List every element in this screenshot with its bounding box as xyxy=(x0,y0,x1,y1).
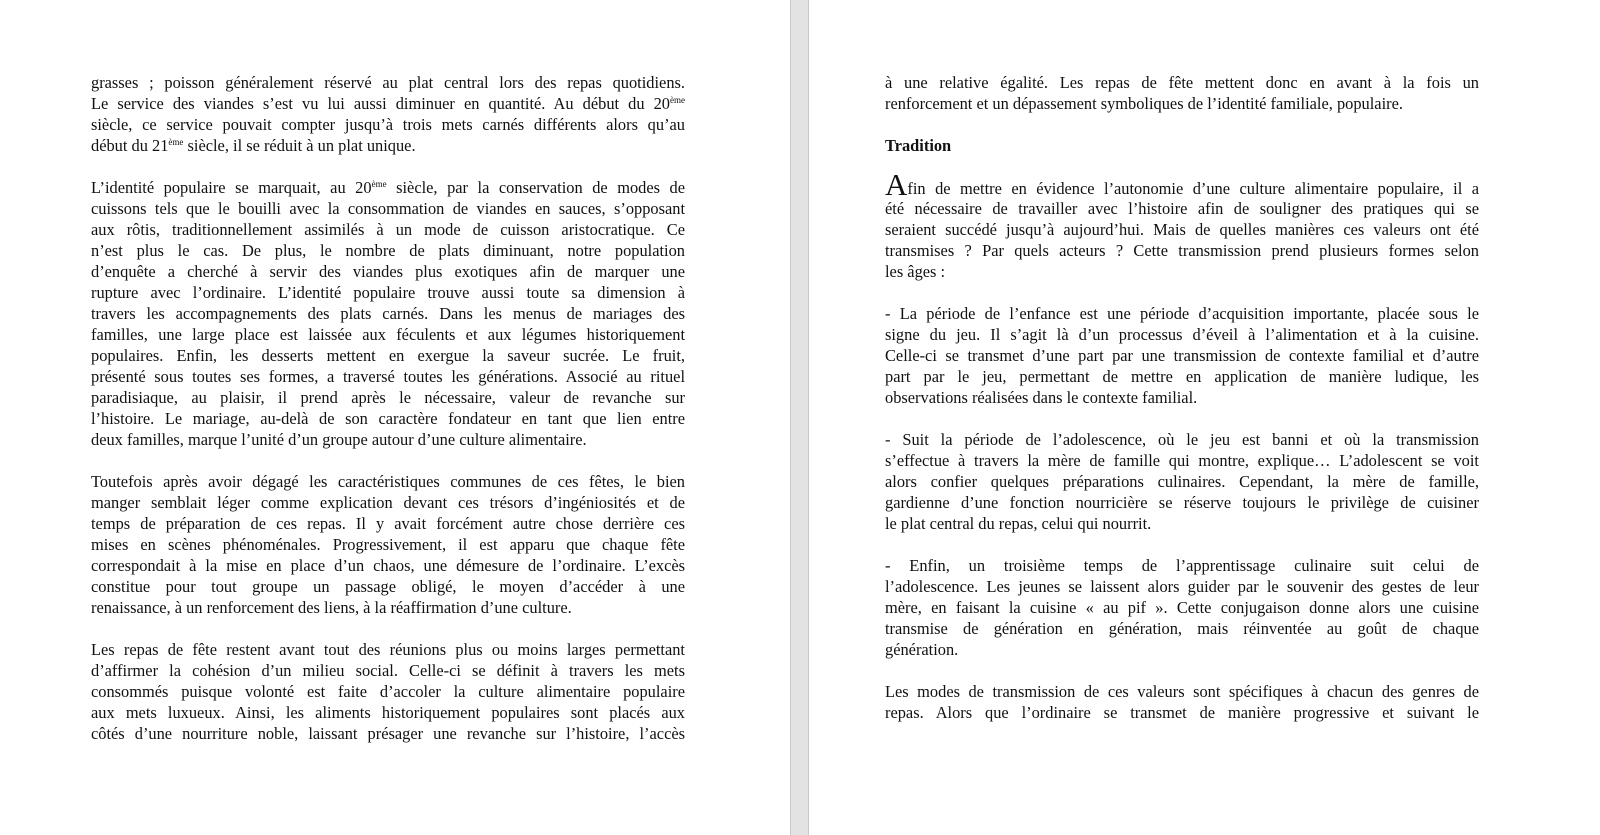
paragraph xyxy=(91,177,685,450)
text-segment: Le service des viandes s’est vu lui aussi diminuer en quantité. Au début du 20 xyxy=(91,94,670,113)
text-line: siècle, ce service pouvait compter jusqu’à trois mets carnés différents alors qu’au xyxy=(91,115,685,134)
text-line: Celle-ci se transmet d’une part par une transmission de contexte familial et d’autre xyxy=(885,346,1479,365)
text-line: mère, en faisant la cuisine « au pif ». Cette conjugaison donne alors une cuisine xyxy=(885,598,1479,617)
text-line: consommés puisque volonté est faite d’accoler la culture alimentaire populaire xyxy=(91,682,685,701)
text-line: correspondait à la mise en place d’un chaos, une démesure de l’ordinaire. L’excès xyxy=(91,556,685,575)
text-line: temps de préparation de ces repas. Il y avait forcément autre chose derrière ces xyxy=(91,514,685,533)
text-line: - Enfin, un troisième temps de l’apprentissage culinaire suit celui de xyxy=(885,556,1479,575)
page-separator xyxy=(790,0,809,835)
text-line: aux mets luxueux. Ainsi, les aliments historiquement populaires sont placés aux xyxy=(91,703,685,722)
paragraph xyxy=(885,72,1479,114)
list-paragraph xyxy=(885,303,1479,408)
list-paragraph xyxy=(885,429,1479,534)
text-line: rupture avec l’ordinaire. L’identité populaire trouve aussi toute sa dimension à xyxy=(91,283,685,302)
text-line: transmises ? Par quels acteurs ? Cette transmission prend plusieurs formes selon xyxy=(885,241,1479,260)
paragraph xyxy=(91,471,685,618)
text-line: Les repas de fête restent avant tout des réunions plus ou moins larges permettant xyxy=(91,640,685,659)
text-line: part par le jeu, permettant de mettre en application de manière ludique, les xyxy=(885,367,1479,386)
text-line: - La période de l’enfance est une période d’acquisition importante, placée sous le xyxy=(885,304,1479,323)
text-line: repas. Alors que l’ordinaire se transmet de manière progressive et suivant le xyxy=(885,703,1479,722)
text-line: signe du jeu. Il s’agit là d’un processus d’éveil à l’alimentation et à la cuisine. xyxy=(885,325,1479,344)
text-line: familles, une large place est laissée aux féculents et aux légumes historiquement xyxy=(91,325,685,344)
text-line: grasses ; poisson généralement réservé au plat central lors des repas quotidiens. xyxy=(91,73,685,92)
text-line: mises en scènes phénoménales. Progressivement, il est apparu que chaque fête xyxy=(91,535,685,554)
paragraph xyxy=(91,72,685,156)
text-line: à une relative égalité. Les repas de fête mettent donc en avant à la fois un xyxy=(885,73,1479,92)
text-line: l’histoire. Le mariage, au-delà de son caractère fondateur en tant que lien entre xyxy=(91,409,685,428)
text-segment: siècle, par la conservation de modes de xyxy=(396,178,685,197)
page-text-column xyxy=(91,72,685,765)
text-line: populaires. Enfin, les desserts mettent en exergue la saveur sucrée. Le fruit, xyxy=(91,346,685,365)
text-line: génération. xyxy=(885,640,959,659)
text-line: observations réalisées dans le contexte familial. xyxy=(885,388,1198,407)
text-line: d’enquête a cherché à servir des viandes plus exotiques afin de marquer une xyxy=(91,262,685,281)
text-line: seraient succédé jusqu’à aujourd’hui. Mais de quelles manières ces valeurs ont été xyxy=(885,220,1479,239)
text-line: cuissons tels que le bouilli avec la consommation de viandes en sauces, s’opposant xyxy=(91,199,685,218)
list-paragraph xyxy=(885,555,1479,660)
text-line: travers les accompagnements des plats carnés. Dans les menus de mariages des xyxy=(91,304,685,323)
text-line: d’affirmer la cohésion d’un milieu social. Celle-ci se définit à travers les mets xyxy=(91,661,685,680)
text-line: renforcement et un dépassement symboliques de l’identité familiale, populaire. xyxy=(885,94,1403,113)
text-line xyxy=(91,177,685,198)
text-line: s’effectue à travers la mère de famille qui montre, explique… L’adolescent se voit xyxy=(885,451,1479,470)
drop-cap: A xyxy=(885,167,908,202)
text-line: les âges : xyxy=(885,262,946,281)
document-page-right xyxy=(809,0,1600,835)
text-line: été nécessaire de travailler avec l’histoire afin de souligner des pratiques qui se xyxy=(885,199,1479,218)
text-line: paradisiaque, au plaisir, il prend après le nécessaire, valeur de revanche sur xyxy=(91,388,685,407)
text-line xyxy=(885,167,1479,202)
text-line: renaissance, à un renforcement des liens, à la réaffirmation d’une culture. xyxy=(91,598,572,617)
paragraph xyxy=(885,681,1479,723)
text-line: aux rôtis, traditionnellement assimilés à un mode de cuisson aristocratique. Ce xyxy=(91,220,685,239)
text-line: Les modes de transmission de ces valeurs sont spécifiques à chacun des genres de xyxy=(885,682,1479,701)
superscript: ème xyxy=(168,137,184,147)
text-line: gardienne d’une fonction nourricière se réserve toujours le privilège de cuisiner xyxy=(885,493,1479,512)
text-line: alors confier quelques préparations culinaires. Cependant, la mère de famille, xyxy=(885,472,1479,491)
page-text-column xyxy=(885,72,1479,744)
paragraph xyxy=(91,639,685,744)
text-segment: L’identité populaire se marquait, au 20 xyxy=(91,178,372,197)
text-line: Toutefois après avoir dégagé les caractéristiques communes de ces fêtes, le bien xyxy=(91,472,685,491)
superscript: ème xyxy=(670,95,685,105)
text-line: constitue pour tout groupe un passage obligé, le moyen d’accéder à une xyxy=(91,577,685,596)
document-page-left xyxy=(0,0,790,835)
text-line: présenté sous toutes ses formes, a traversé toutes les générations. Associé au rituel xyxy=(91,367,685,386)
text-line: transmise de génération en génération, mais réinventée au goût de chaque xyxy=(885,619,1479,638)
text-segment: fin de mettre en évidence l’autonomie d’une culture alimentaire populaire, il a xyxy=(907,179,1479,198)
text-line: l’adolescence. Les jeunes se laissent alors guider par le souvenir des gestes de leur xyxy=(885,577,1479,596)
text-line: deux familles, marque l’unité d’un groupe autour d’une culture alimentaire. xyxy=(91,430,587,449)
text-segment: siècle, il se réduit à un plat unique. xyxy=(187,136,416,155)
text-line: le plat central du repas, celui qui nourrit. xyxy=(885,514,1152,533)
text-line: - Suit la période de l’adolescence, où le jeu est banni et où la transmission xyxy=(885,430,1479,449)
text-line: côtés d’une nourriture noble, laissant présager une revanche sur l’histoire, l’accès xyxy=(91,724,685,743)
paragraph xyxy=(885,167,1479,282)
text-line: n’est plus le cas. De plus, le nombre de plats diminuant, notre population xyxy=(91,241,685,260)
text-line xyxy=(91,93,685,114)
section-heading: Tradition xyxy=(885,136,952,155)
text-segment: début du 21 xyxy=(91,136,169,155)
superscript: ème xyxy=(371,179,387,189)
text-line: manger semblait léger comme explication devant ces trésors d’ingéniosités et de xyxy=(91,493,685,512)
text-line xyxy=(91,135,685,156)
